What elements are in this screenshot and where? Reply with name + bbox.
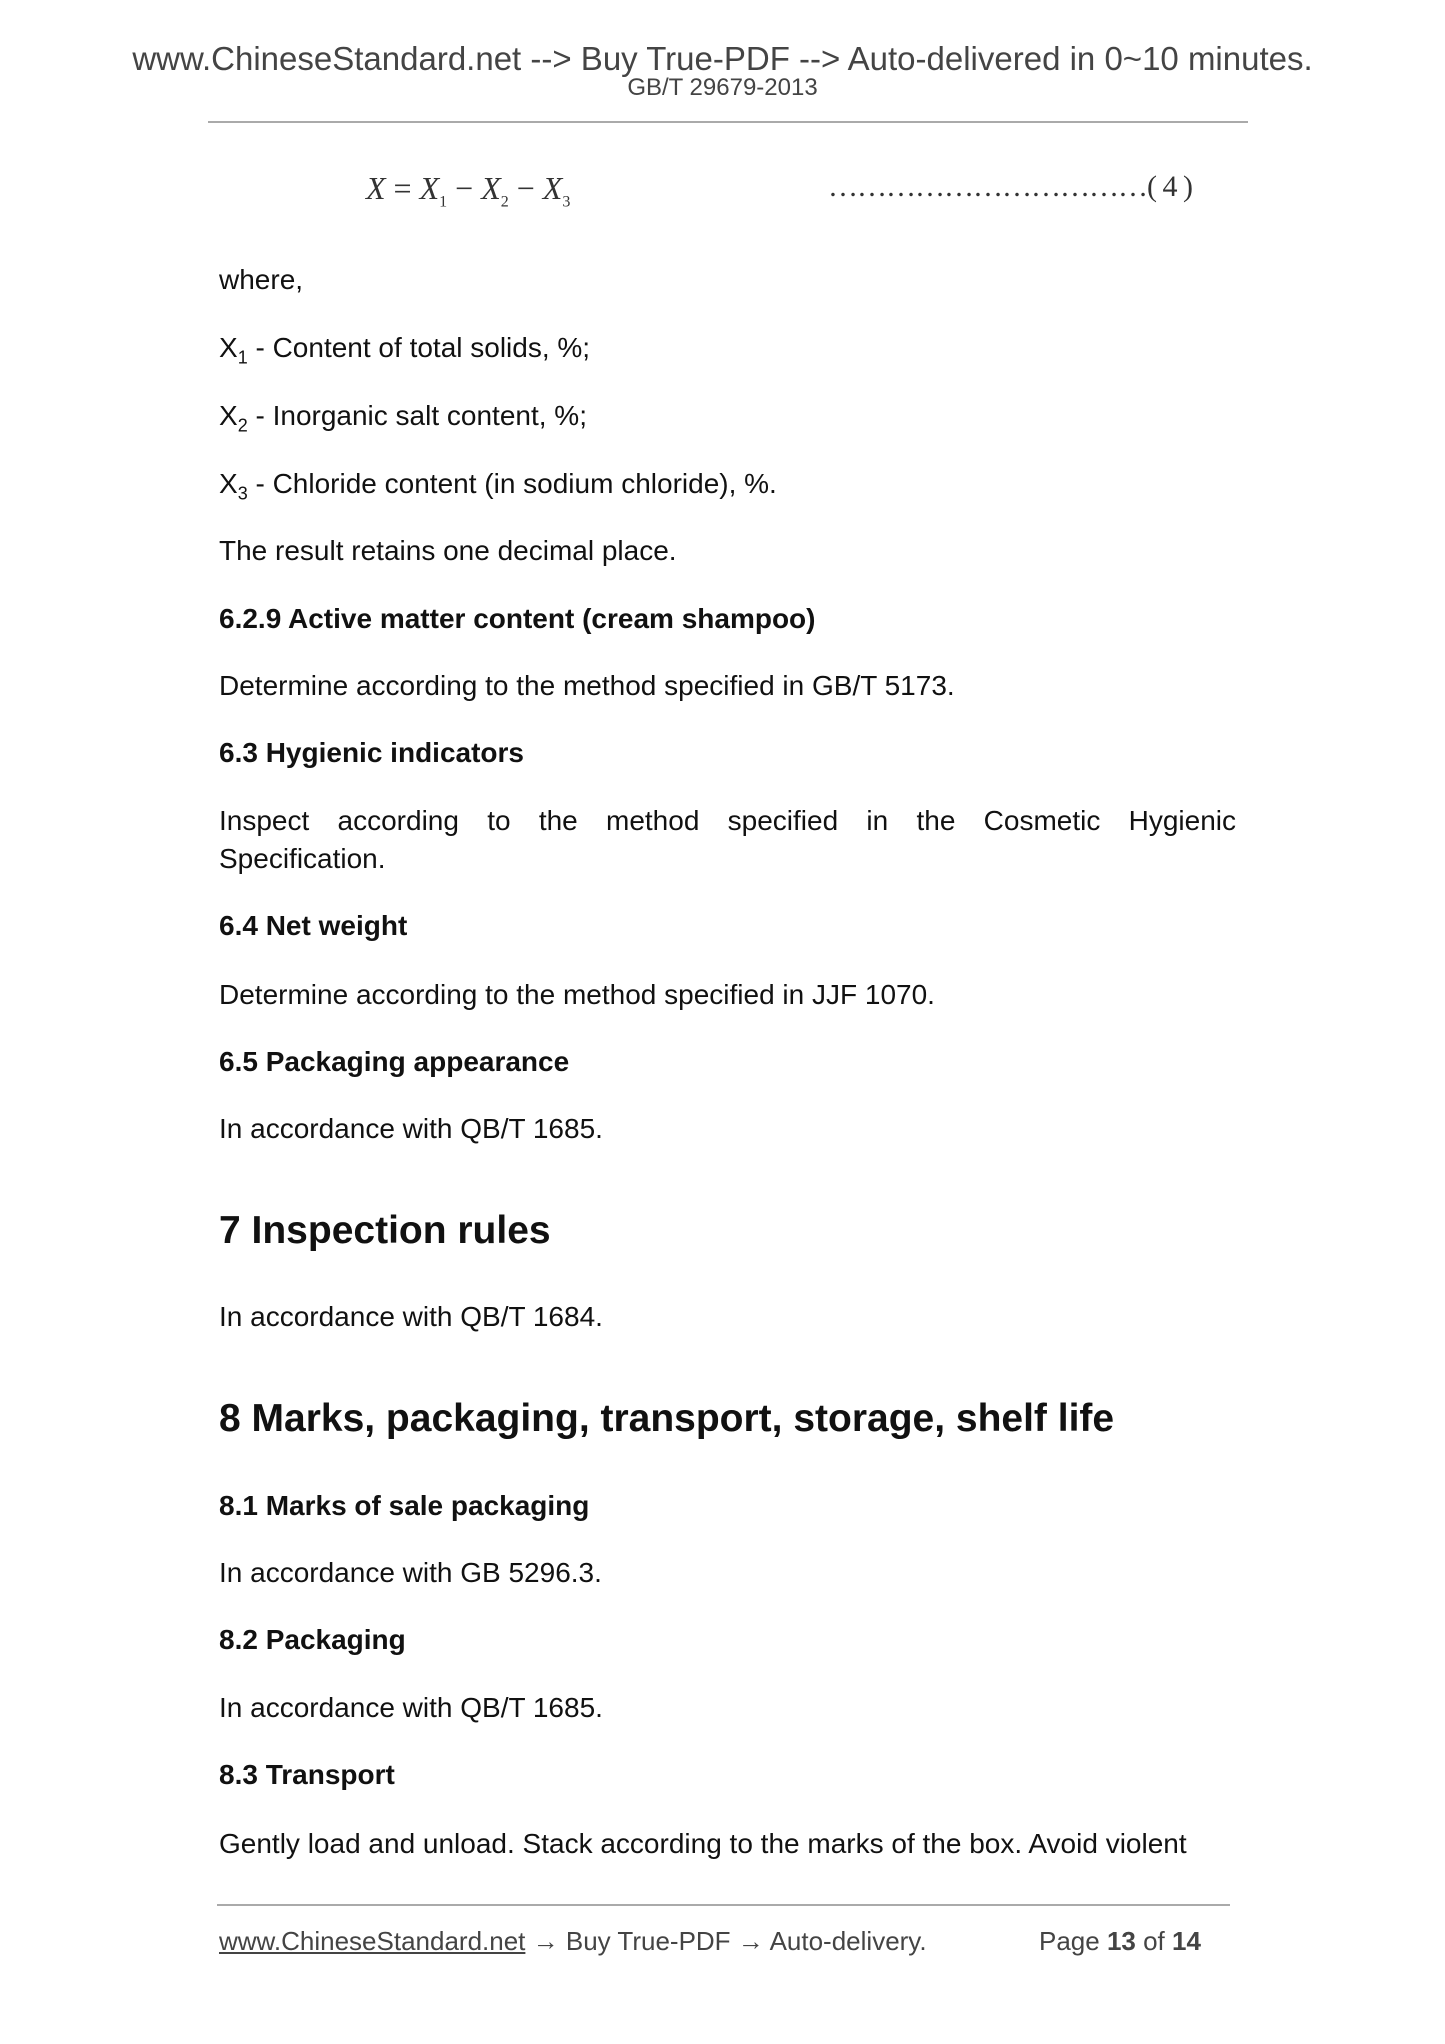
section-8-3-title: 8.3 Transport — [219, 1759, 395, 1790]
document-id: GB/T 29679-2013 — [627, 74, 818, 101]
formula: $X = X_1 - X_2 - X_3$ — [366, 170, 571, 211]
section-6-3-title: 6.3 Hygienic indicators — [219, 737, 524, 768]
section-7-heading: 7 Inspection rules — [219, 1209, 551, 1252]
footer-link[interactable]: www.ChineseStandard.net — [219, 1926, 526, 1956]
section-6-4-title: 6.4 Net weight — [219, 910, 408, 941]
section-8-1-body: In accordance with GB 5296.3. — [219, 1557, 602, 1588]
section-6-2-9-body: Determine according to the method specified in GB/T 5173. — [219, 670, 955, 701]
section-7-body: In accordance with QB/T 1684. — [219, 1301, 603, 1332]
variable-x1: $X_1$ - Content of total solids, %; — [219, 332, 591, 368]
section-8-3-body: Gently load and unload. Stack according to the marks of the box. Avoid violent — [219, 1828, 1187, 1859]
where-label: where, — [219, 264, 304, 295]
section-8-2-body: In accordance with QB/T 1685. — [219, 1692, 603, 1723]
variable-x2: $X_2$ - Inorganic salt content, %; — [219, 400, 587, 436]
section-8-1-title: 8.1 Marks of sale packaging — [219, 1490, 590, 1521]
variable-x3: $X_3$ - Chloride content (in sodium chloride), %. — [219, 468, 777, 504]
section-8-heading: 8 Marks, packaging, transport, storage, shelf life — [219, 1397, 1115, 1440]
footer-divider — [217, 1904, 1230, 1906]
section-6-3-body-line2: Specification. — [219, 843, 386, 874]
header-banner: www.ChineseStandard.net --> Buy True-PDF --> Auto-delivered in 0~10 minutes. — [132, 40, 1313, 77]
formula-number: ……………………………( 4 ) — [828, 170, 1192, 203]
result-note: The result retains one decimal place. — [219, 535, 677, 566]
section-6-5-body: In accordance with QB/T 1685. — [219, 1113, 603, 1144]
header-divider — [208, 121, 1248, 123]
section-6-3-body-line1: Inspect according to the method specified in the Cosmetic Hygienic — [219, 805, 1236, 836]
section-6-4-body: Determine according to the method specified in JJF 1070. — [219, 979, 935, 1010]
section-8-2-title: 8.2 Packaging — [219, 1624, 406, 1655]
footer-note: www.ChineseStandard.net → Buy True-PDF → Auto-delivery. — [219, 1926, 927, 1956]
section-6-2-9-title: 6.2.9 Active matter content (cream shampoo) — [219, 603, 816, 634]
page-indicator: Page 13 of 14 — [1039, 1926, 1201, 1956]
section-6-5-title: 6.5 Packaging appearance — [219, 1046, 570, 1077]
